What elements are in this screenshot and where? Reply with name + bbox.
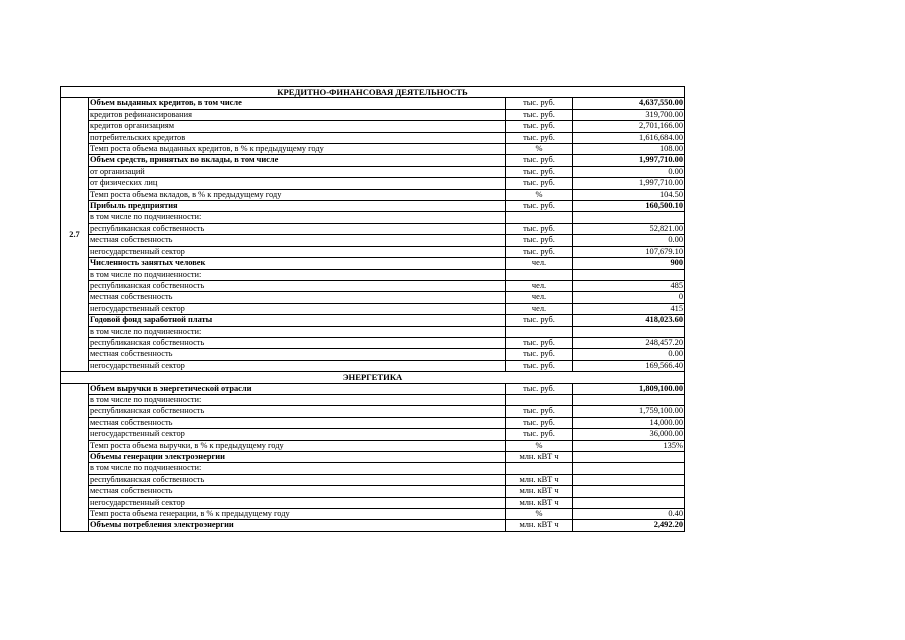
row-value [573,474,685,485]
row-unit: тыс. руб. [506,98,573,109]
table-row [61,520,685,531]
row-value: 14,000.00 [573,417,685,428]
row-label: от физических лиц [89,178,506,189]
row-label: Объемы генерации электроэнергии [89,452,506,463]
row-value [573,269,685,280]
row-value: 0.40 [573,509,685,520]
table-row [61,144,685,155]
row-unit: млн. кВТ ч [506,520,573,531]
row-label: Численность занятых человек [89,258,506,269]
row-label: республиканская собственность [89,280,506,291]
row-label: Объем выручки в энергетической отрасли [89,383,506,394]
table-row [61,212,685,223]
row-unit: тыс. руб. [506,166,573,177]
row-label: в том числе по подчиненности: [89,394,506,405]
row-label: в том числе по подчиненности: [89,463,506,474]
row-value: 1,809,100.00 [573,383,685,394]
row-unit: тыс. руб. [506,223,573,234]
row-unit [506,212,573,223]
row-value: 0.00 [573,166,685,177]
row-unit: тыс. руб. [506,429,573,440]
row-unit: тыс. руб. [506,360,573,371]
table-row [61,235,685,246]
table-row [61,121,685,132]
row-unit: млн. кВТ ч [506,486,573,497]
row-value: 1,997,710.00 [573,178,685,189]
table-row [61,166,685,177]
table-row [61,440,685,451]
row-label: Темп роста объема генерации, в % к предыдущему году [89,509,506,520]
row-unit: тыс. руб. [506,406,573,417]
row-value: 36,000.00 [573,429,685,440]
row-unit: тыс. руб. [506,178,573,189]
table-row [61,486,685,497]
row-value [573,394,685,405]
row-value: 2,701,166.00 [573,121,685,132]
row-unit [506,463,573,474]
table-row [61,201,685,212]
table-row [61,349,685,360]
row-value: 1,759,100.00 [573,406,685,417]
row-value: 2,492.20 [573,520,685,531]
row-label: кредитов организациям [89,121,506,132]
table-row [61,98,685,109]
table-row [61,223,685,234]
table-row [61,383,685,394]
row-unit: тыс. руб. [506,235,573,246]
row-value: 135% [573,440,685,451]
row-unit [506,269,573,280]
table-row [61,429,685,440]
row-label: негосударственный сектор [89,246,506,257]
table-row [61,303,685,314]
row-value [573,486,685,497]
table-row [61,337,685,348]
row-label: негосударственный сектор [89,360,506,371]
row-unit: чел. [506,258,573,269]
section-number: 2.7 [61,98,89,372]
table-row [61,406,685,417]
row-unit: % [506,144,573,155]
row-label: потребительских кредитов [89,132,506,143]
table-row [61,292,685,303]
table-row [61,280,685,291]
table-row [61,258,685,269]
row-unit [506,394,573,405]
row-label: республиканская собственность [89,337,506,348]
table-row [61,155,685,166]
row-value [573,452,685,463]
data-sheet [60,86,684,532]
row-unit: чел. [506,303,573,314]
row-label: от организаций [89,166,506,177]
row-unit: % [506,509,573,520]
table-row [61,269,685,280]
row-value: 0.00 [573,235,685,246]
row-value [573,326,685,337]
row-label: местная собственность [89,235,506,246]
row-unit: тыс. руб. [506,246,573,257]
table-row [61,246,685,257]
row-value: 107,679.10 [573,246,685,257]
table-row [61,360,685,371]
row-value: 418,023.60 [573,315,685,326]
row-unit: тыс. руб. [506,337,573,348]
table-row [61,394,685,405]
row-label: Темп роста объема выручки, в % к предыдущему году [89,440,506,451]
table-row [61,474,685,485]
row-label: республиканская собственность [89,406,506,417]
section-title: КРЕДИТНО-ФИНАНСОВАЯ ДЕЯТЕЛЬНОСТЬ [61,87,685,98]
row-unit: тыс. руб. [506,155,573,166]
table-row [61,463,685,474]
row-value: 0.00 [573,349,685,360]
row-label: местная собственность [89,417,506,428]
row-label: местная собственность [89,486,506,497]
indicators-table [60,86,685,532]
row-value: 900 [573,258,685,269]
row-unit: млн. кВТ ч [506,474,573,485]
row-label: Годовой фонд заработной платы [89,315,506,326]
row-unit: чел. [506,280,573,291]
row-label: местная собственность [89,349,506,360]
row-value: 1,997,710.00 [573,155,685,166]
row-unit: тыс. руб. [506,417,573,428]
row-value: 415 [573,303,685,314]
row-unit: % [506,189,573,200]
table-row [61,417,685,428]
table-row [61,315,685,326]
row-value: 4,637,550.00 [573,98,685,109]
row-unit: тыс. руб. [506,132,573,143]
row-unit: тыс. руб. [506,201,573,212]
row-label: кредитов рефинансирования [89,109,506,120]
row-unit: тыс. руб. [506,121,573,132]
row-value: 319,700.00 [573,109,685,120]
row-label: в том числе по подчиненности: [89,212,506,223]
section-title: ЭНЕРГЕТИКА [61,372,685,383]
table-row [61,509,685,520]
row-label: Объем средств, принятых во вклады, в том числе [89,155,506,166]
row-label: негосударственный сектор [89,303,506,314]
row-unit: тыс. руб. [506,383,573,394]
table-row [61,326,685,337]
table-row [61,452,685,463]
row-unit: млн. кВТ ч [506,497,573,508]
row-value: 52,821.00 [573,223,685,234]
row-unit: тыс. руб. [506,315,573,326]
row-label: Объем выданных кредитов, в том числе [89,98,506,109]
row-value: 1,616,684.00 [573,132,685,143]
row-value: 108.00 [573,144,685,155]
row-label: Объемы потребления электроэнергии [89,520,506,531]
row-label: республиканская собственность [89,474,506,485]
section-number [61,383,89,531]
table-row [61,178,685,189]
row-value: 104.50 [573,189,685,200]
row-value [573,212,685,223]
row-value: 0 [573,292,685,303]
row-label: в том числе по подчиненности: [89,269,506,280]
row-label: негосударственный сектор [89,497,506,508]
row-label: Прибыль предприятия [89,201,506,212]
row-unit: тыс. руб. [506,109,573,120]
row-label: Темп роста объема выданных кредитов, в % к предыдущему году [89,144,506,155]
row-unit: тыс. руб. [506,349,573,360]
row-value: 485 [573,280,685,291]
table-row [61,497,685,508]
row-label: негосударственный сектор [89,429,506,440]
row-value: 160,500.10 [573,201,685,212]
section-header-row [61,87,685,98]
row-label: в том числе по подчиненности: [89,326,506,337]
table-row [61,132,685,143]
row-unit: % [506,440,573,451]
row-unit: млн. кВТ ч [506,452,573,463]
table-row [61,189,685,200]
section-header-row [61,372,685,383]
row-label: республиканская собственность [89,223,506,234]
row-unit: чел. [506,292,573,303]
row-value [573,463,685,474]
row-label: Темп роста объема вкладов, в % к предыдущему году [89,189,506,200]
row-unit [506,326,573,337]
row-label: местная собственность [89,292,506,303]
row-value: 169,566.40 [573,360,685,371]
table-row [61,109,685,120]
row-value: 248,457.20 [573,337,685,348]
row-value [573,497,685,508]
